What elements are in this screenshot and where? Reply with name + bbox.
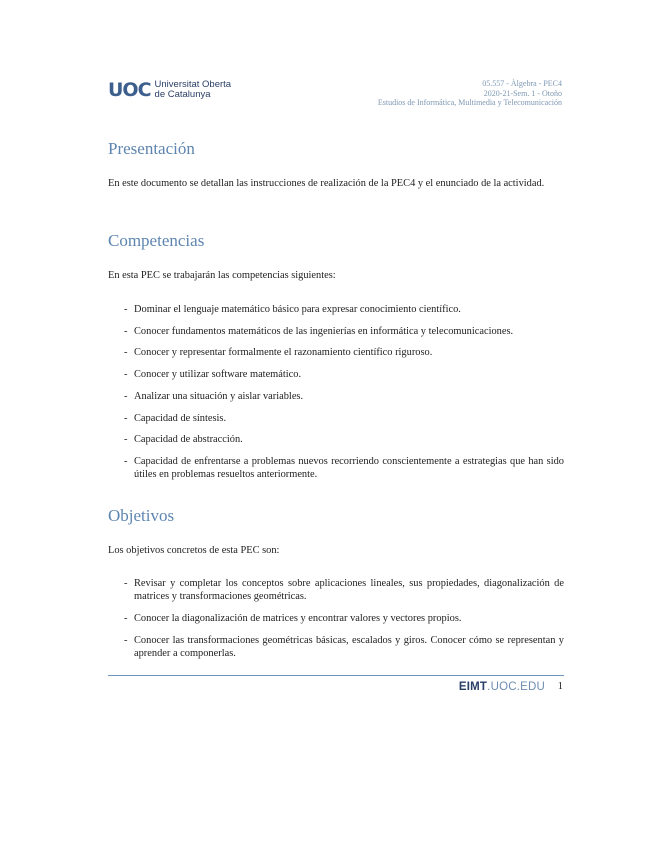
objetivos-heading: Objetivos <box>108 506 175 525</box>
list-item: - Revisar y completar los conceptos sobre aplicaciones lineales, sus propiedades, diagonalización de matrices y transformaciones geométricas. <box>124 577 564 603</box>
list-item: - Conocer y utilizar software matemático. <box>124 368 564 381</box>
uoc-logo-line2: de Catalunya <box>154 89 211 100</box>
list-item: - Conocer fundamentos matemáticos de las ingenierías en informática y telecomunicaciones. <box>124 325 564 338</box>
competencias-intro: En esta PEC se trabajarán las competencias siguientes: <box>108 270 336 281</box>
list-item: - Capacidad de síntesis. <box>124 412 564 425</box>
eimt-brand-bold: EIMT <box>458 681 488 693</box>
department: Estudios de Informática, Multimedia y Telecomunicación <box>377 98 562 107</box>
uoc-logo-mark: UOC <box>108 78 151 101</box>
semester: 2020-21-Sem. 1 - Otoño <box>483 88 562 98</box>
list-item: - Conocer las transformaciones geométricas básicas, escalados y giros. Conocer cómo se representan y aprender a componerlas. <box>124 634 564 660</box>
eimt-brand <box>459 681 545 693</box>
document-header-info <box>378 79 562 108</box>
uoc-logo-line1: Universitat Oberta <box>154 79 232 90</box>
presentacion-heading: Presentación <box>108 139 195 158</box>
uoc-logo <box>108 80 231 100</box>
footer-divider <box>108 675 564 676</box>
competencias-heading: Competencias <box>108 231 205 250</box>
objetivos-intro: Los objetivos concretos de esta PEC son: <box>108 545 280 556</box>
list-item: - Conocer y representar formalmente el razonamiento científico riguroso. <box>124 346 564 359</box>
list-item: - Dominar el lenguaje matemático básico para expresar conocimiento científico. <box>124 303 564 316</box>
uoc-logo-text <box>155 80 232 100</box>
page-number: 1 <box>557 681 563 692</box>
list-item: - Capacidad de abstracción. <box>124 433 564 446</box>
competencias-list <box>124 303 564 490</box>
eimt-brand-domain: .UOC.EDU <box>487 681 545 693</box>
presentacion-text: En este documento se detallan las instrucciones de realización de la PEC4 y el enunciado de la actividad. <box>108 178 545 189</box>
course-code: 05.557 - Àlgebra - PEC4 <box>482 79 562 88</box>
list-item: - Conocer la diagonalización de matrices y encontrar valores y vectores propios. <box>124 612 564 625</box>
objetivos-list <box>124 577 564 669</box>
list-item: - Analizar una situación y aislar variables. <box>124 390 564 403</box>
list-item: - Capacidad de enfrentarse a problemas nuevos recorriendo conscientemente a estrategias que han sido útiles en problemas resueltos anteriormente. <box>124 455 564 481</box>
